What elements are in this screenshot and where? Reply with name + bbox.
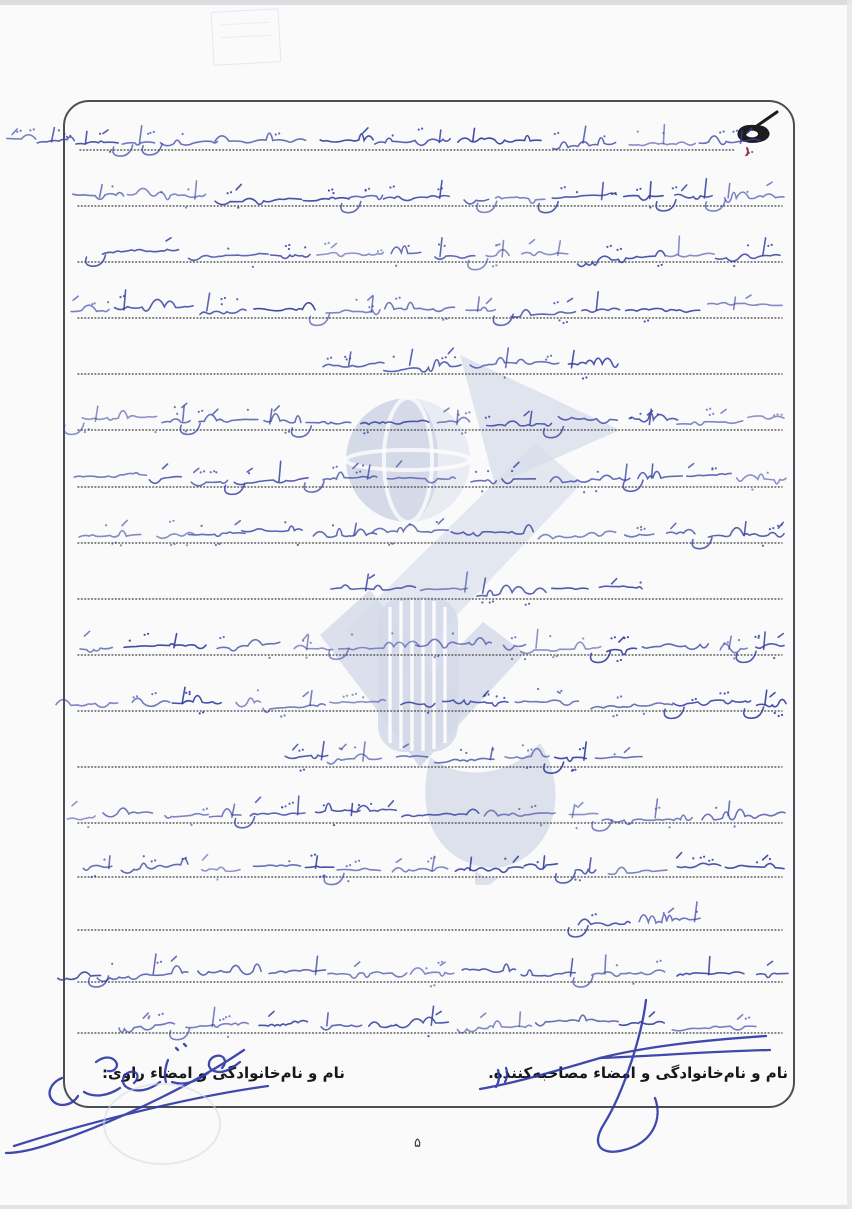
- red-ink-mark: [746, 148, 748, 156]
- interviewer-name-signature-label: نام و نام‌خانوادگی و امضاء مصاحبه‌کننده.: [488, 1064, 788, 1082]
- scan-edge-top: [0, 0, 852, 5]
- page-number: ۵: [414, 1136, 421, 1151]
- writing-hand-icon: [733, 110, 781, 156]
- narrator-name-signature-label: نام و نام‌خانوادگی و امضاء راوی:: [102, 1064, 345, 1082]
- form-border-box: [63, 100, 795, 1108]
- faint-stamp: [211, 8, 282, 65]
- scan-edge-bottom: [0, 1205, 852, 1209]
- scan-edge-right: [847, 0, 852, 1209]
